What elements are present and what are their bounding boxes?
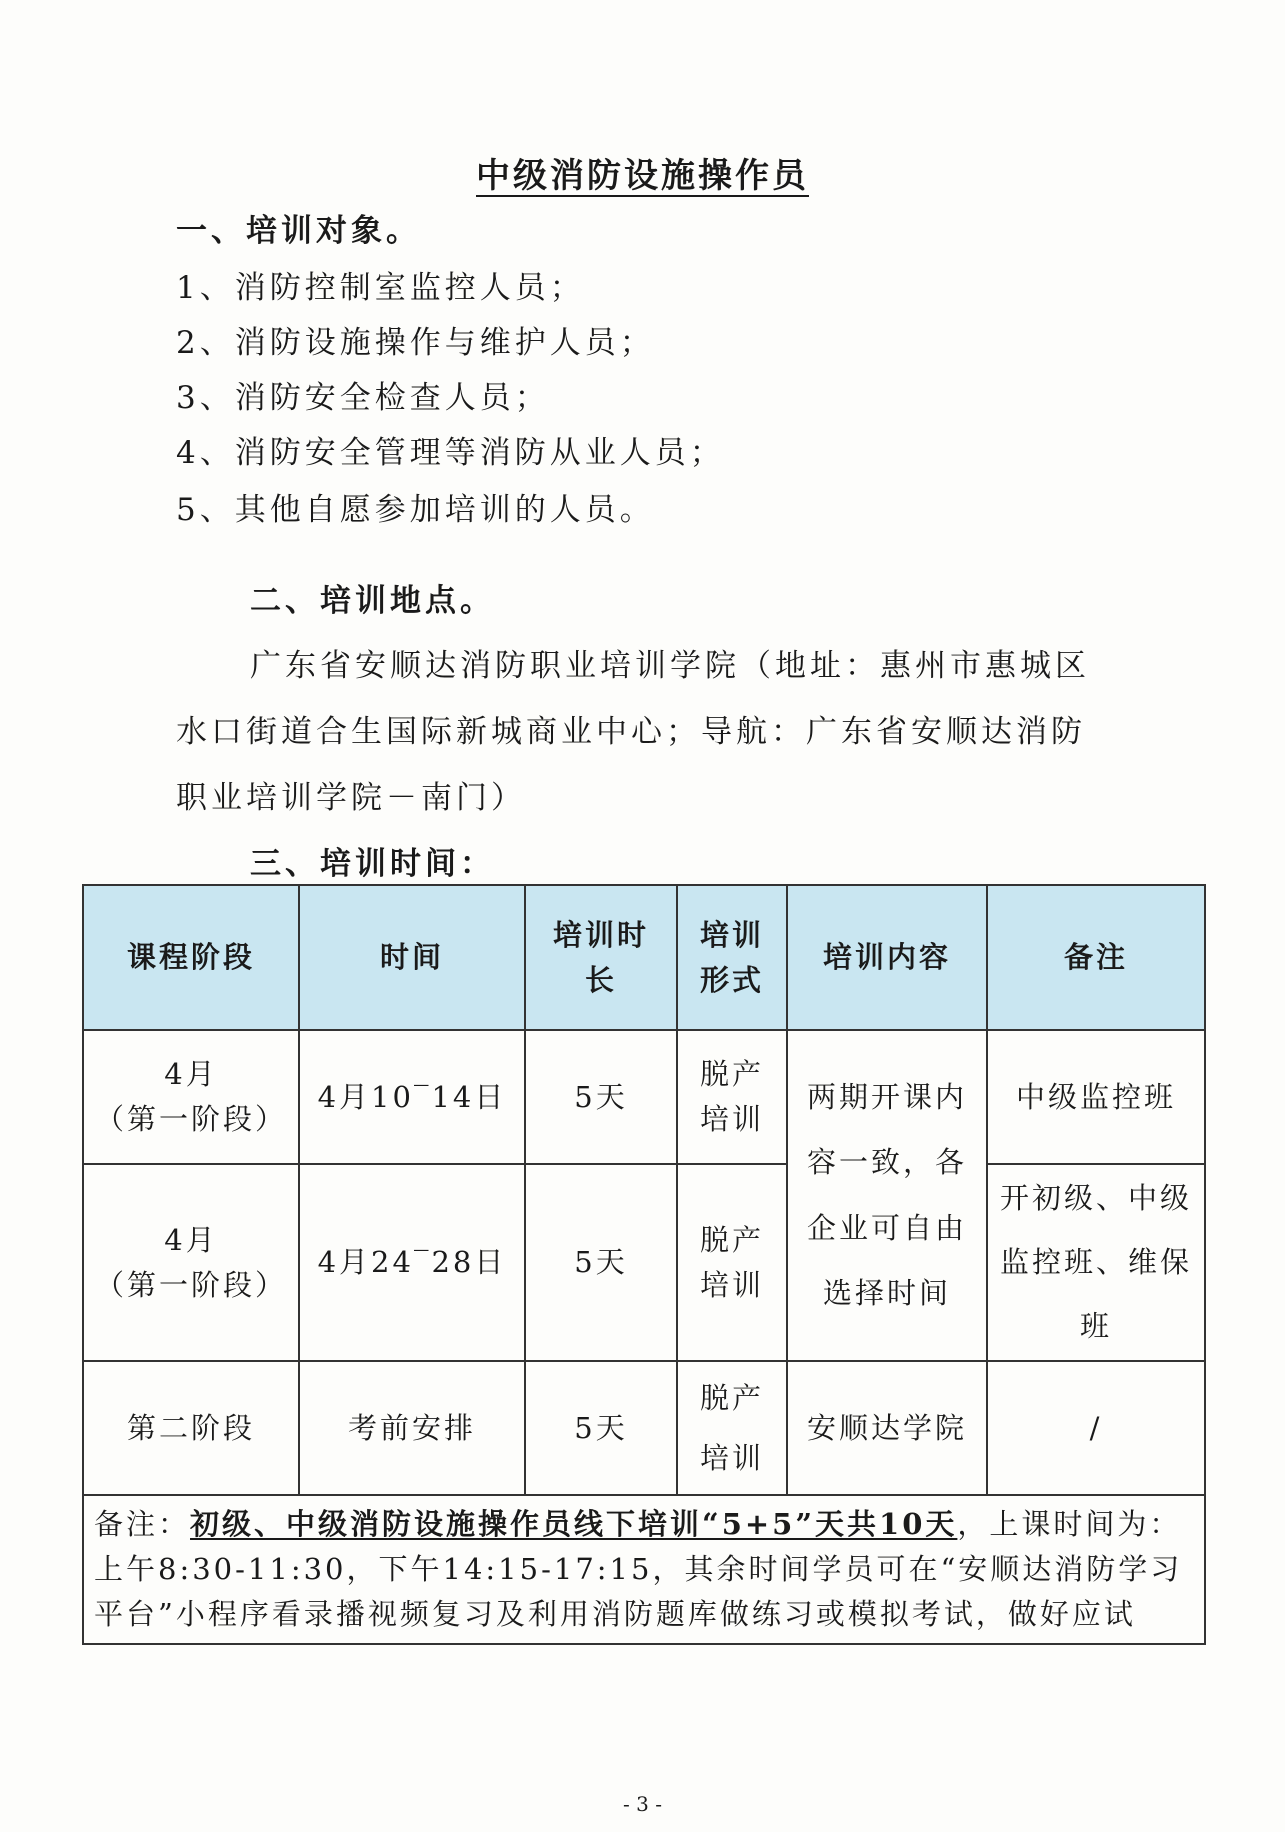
cell-shared-content: 两期开课内 容一致，各 企业可自由 选择时间 — [787, 1030, 987, 1361]
header-form: 培训 形式 — [677, 885, 787, 1030]
cell-duration: 5天 — [525, 1030, 677, 1164]
header-time: 时间 — [299, 885, 525, 1030]
cell-form: 脱产 培训 — [677, 1361, 787, 1495]
table-note-row — [83, 1495, 1205, 1644]
table-row — [83, 1164, 1205, 1361]
address-line: 水口街道合生国际新城商业中心；导航：广东省安顺达消防 — [176, 714, 1086, 750]
cell-time: 4月24‾28日 — [299, 1164, 525, 1361]
cell-time: 考前安排 — [299, 1361, 525, 1495]
schedule-table — [82, 884, 1206, 1645]
cell-stage: 第二阶段 — [83, 1361, 299, 1495]
cell-stage: 4月 （第一阶段） — [83, 1030, 299, 1164]
header-remark: 备注 — [987, 885, 1205, 1030]
header-content: 培训内容 — [787, 885, 987, 1030]
list-item: 5、其他自愿参加培训的人员。 — [176, 492, 655, 528]
list-item: 2、消防设施操作与维护人员； — [176, 325, 655, 361]
section3-heading: 三、培训时间： — [250, 846, 495, 882]
list-item: 1、消防控制室监控人员； — [176, 270, 585, 306]
cell-time: 4月10‾14日 — [299, 1030, 525, 1164]
note-cell: 备注：初级、中级消防设施操作员线下培训“5+5”天共10天，上课时间为： 上午8:30-11:30，下午14:15-17:15，其余时间学员可在“安顺达消防学习 平台”小程序看录播视频复习及利用消防题库做练习或模拟考试，做好应试 — [83, 1495, 1205, 1644]
cell-duration: 5天 — [525, 1164, 677, 1361]
address-line: 职业培训学院－南门） — [176, 780, 526, 816]
address-line: 广东省安顺达消防职业培训学院（地址：惠州市惠城区 — [250, 648, 1090, 684]
cell-stage: 4月 （第一阶段） — [83, 1164, 299, 1361]
cell-form: 脱产 培训 — [677, 1030, 787, 1164]
cell-content: 安顺达学院 — [787, 1361, 987, 1495]
cell-remark: 中级监控班 — [987, 1030, 1205, 1164]
table-row — [83, 1361, 1205, 1495]
header-stage: 课程阶段 — [83, 885, 299, 1030]
table-row — [83, 1030, 1205, 1164]
page-title: 中级消防设施操作员 — [476, 156, 809, 196]
cell-remark: 开初级、中级 监控班、维保 班 — [987, 1164, 1205, 1361]
cell-duration: 5天 — [525, 1361, 677, 1495]
list-item: 4、消防安全管理等消防从业人员； — [176, 435, 725, 471]
table-header-row — [83, 885, 1205, 1030]
cell-remark: / — [987, 1361, 1205, 1495]
list-item: 3、消防安全检查人员； — [176, 380, 550, 416]
section1-heading: 一、培训对象。 — [176, 213, 421, 249]
header-duration: 培训时 长 — [525, 885, 677, 1030]
note-highlight: 初级、中级消防设施操作员线下培训“5+5”天共10天 — [190, 1507, 958, 1542]
section2-heading: 二、培训地点。 — [250, 583, 495, 619]
page-number: - 3 - — [623, 1792, 662, 1816]
cell-form: 脱产 培训 — [677, 1164, 787, 1361]
